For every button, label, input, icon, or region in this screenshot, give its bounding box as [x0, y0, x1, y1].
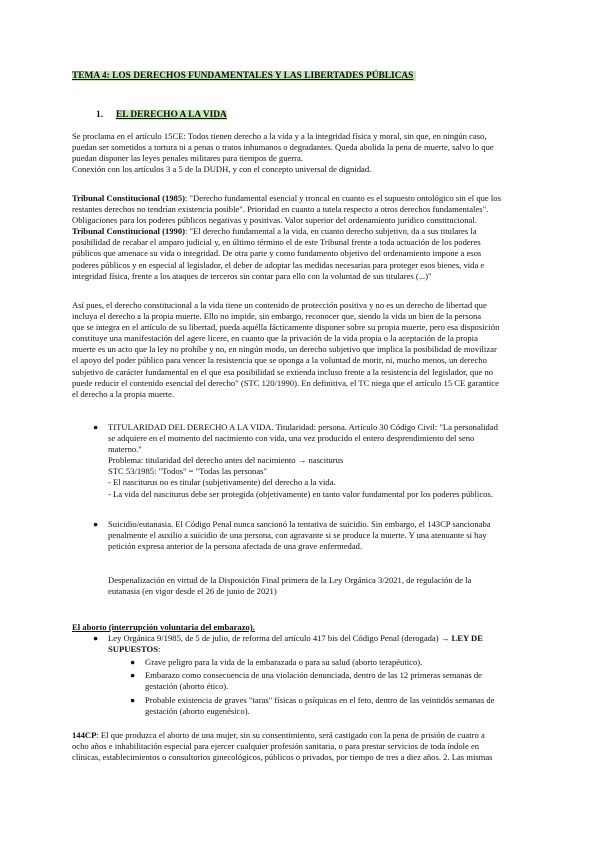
bullet-icon: ● [93, 519, 99, 529]
bullet-line: petición expresa anterior de la persona afectada de una grave enfermedad. [108, 541, 363, 552]
paragraph-line: constituye una manifestación del agere licere, en cuanto que la privación de la vida propia o la aceptación de la propia [72, 333, 478, 344]
sub-bullet-icon: ● [130, 695, 136, 705]
supuesto-item-3 [130, 695, 525, 717]
paragraph-line: el apoyo del poder público para vencer la resistencia que se oponga a la voluntad de morir, ni, mucho menos, un derecho [72, 355, 487, 366]
bullet-line: - El nasciturus no es titular (subjetivamente) del derecho a la vida. [108, 477, 336, 488]
supuesto-item-1 [130, 657, 525, 668]
tc2-line: : "El derecho fundamental a la vida, en cuanto derecho subjetivo, da a sus titulares la [185, 226, 477, 237]
tc1-line: Obligaciones para los poderes públicos negativas y positivas. Valor superior del ordenamiento jurídico constitucional. [72, 215, 477, 226]
intro-line: Se proclama en el artículo 15CE: Todos tienen derecho a la vida y a la integridad física y moral, sin que, en ningún caso, [72, 131, 487, 141]
tc2-line: públicos que amenace su vida o integridad. De otra parte y como fundamento objetivo del ordenamiento impone a esos [72, 248, 482, 259]
paragraph-line: el derecho a la propia muerte. [72, 388, 175, 399]
tc2-line: posibilidad de recabar el amparo judicial y, en último término el de este Tribunal frente a toda actuación de los poderes [72, 237, 481, 248]
stc-paragraph [72, 300, 524, 400]
cp-144-paragraph [72, 730, 524, 763]
cp-label: 144CP [72, 730, 97, 740]
supuesto-line: Grave peligro para la vida de la embarazada o para su salud (aborto terapéutico). [145, 657, 423, 667]
aborto-heading: El aborto (interrupción voluntaria del embarazo). [72, 622, 255, 632]
ley-supuestos-label: LEY DE [451, 633, 483, 643]
bullet-line: STC 53/1985: "Todos" = "Todas las personas" [108, 466, 267, 477]
bullet-line: penalmente el auxilio a suicidio de una persona, con agravante si se produce la muerte. Y una atenuante si hay [108, 530, 487, 541]
bullet-line: TITULARIDAD DEL DERECHO A LA VIDA. Titularidad: persona. Artículo 30 Código Civil: "La personalidad [108, 422, 498, 432]
ley-supuestos-label-2: SUPUESTOS [108, 644, 158, 655]
supuesto-item-2 [130, 670, 525, 692]
paragraph-line: Así pues, el derecho constitucional a la vida tiene un contenido de protección positiva y no es un derecho de libertad que [72, 300, 487, 310]
ley-colon: : [158, 644, 161, 655]
tc2-label: Tribunal Constitucional (1990) [72, 226, 186, 237]
tc-quotes-paragraph [72, 193, 524, 282]
supuesto-line: Embarazo como consecuencia de una violación denunciada, dentro de las 12 primeras semanas de [145, 670, 482, 680]
note-line: eutanasia (en vigor desde el 26 de junio de 2021) [108, 586, 277, 597]
intro-line: puedan ser sometidos a tortura ni a penas o tratos inhumanos o degradantes. Queda abolida la pena de muerte, salvo lo que [72, 142, 494, 153]
intro-line: puedan disponer las leyes penales militares para tiempos de guerra. [72, 153, 303, 164]
cp-line: clínicas, establecimientos o consultorios ginecológicos, públicos o privados, por tiempo de tres a diez años. 2. Las mismas [72, 752, 493, 763]
sub-bullet-icon: ● [130, 657, 136, 667]
note-line: Despenalización en virtud de la Disposición Final primera de la Ley Orgánica 3/2021, de regulación de la [108, 575, 472, 585]
suicidio-bullet [93, 519, 528, 552]
bullet-line: - La vida del nasciturus debe ser protegida (objetivamente) en tanto valor fundamental por los poderes públicos. [108, 488, 493, 499]
tc2-line: poderes públicos y en especial al legislador, el deber de adoptar las medidas necesarias para proteger esos bienes, vida e [72, 259, 485, 270]
supuesto-line: gestación (aborto ético). [145, 681, 229, 692]
tc1-line: : "Derecho fundamental esencial y troncal en cuanto es el supuesto ontológico sin el que los [185, 193, 501, 203]
paragraph-line: incluya el derecho a la propia muerte. Ello no impide, sin embargo, reconocer que, siendo la vida un bien de la persona [72, 311, 482, 322]
cp-line: ocho años e inhabilitación especial para ejercer cualquier profesión sanitaria, o para prestar servicios de toda índole en [72, 741, 480, 752]
bullet-line: Problema: titularidad del derecho antes del nacimiento → nasciturus [108, 455, 344, 466]
intro-paragraph [72, 131, 524, 175]
supuesto-line: gestación (aborto eugenésico). [145, 706, 250, 717]
supuesto-line: Probable existencia de graves "taras" físicas o psíquicas en el feto, dentro de las veintidós semanas de [145, 695, 495, 705]
paragraph-line: puede reducir el contenido esencial del derecho" (STC 120/1990). En definitiva, el TC niega que el artículo 15 CE garantice [72, 377, 499, 388]
despenalizacion-note [108, 575, 528, 597]
bullet-line: se adquiere en el momento del nacimiento con vida, una vez producido el entero desprendimiento del seno [108, 433, 475, 444]
bullet-icon: ● [93, 422, 99, 432]
bullet-line: Suicidio/eutanasia. El Código Penal nunca sancionó la tentativa de suicidio. Sin embargo, el 143CP sancionaba [108, 519, 491, 529]
ley-text: Ley Orgánica 9/1985, de 5 de julio, de reforma del artículo 417 bis del Código Penal (derogada) → [108, 633, 450, 643]
titularidad-bullet [93, 422, 528, 500]
section-number: 1. [96, 110, 104, 120]
ley-supuestos-bullet [93, 633, 528, 655]
tc1-line: restantes derechos no tendrían existencia posible". Prioridad en cuanto a tutela respecto a otros derechos fundamentales". [72, 204, 489, 215]
aborto-heading-block [72, 622, 524, 633]
bullet-icon: ● [93, 633, 99, 643]
tc1-label: Tribunal Constitucional (1985) [72, 193, 186, 203]
paragraph-line: que se integra en el artículo de su libertad, pueda aquélla fácticamente disponer sobre su propia muerte, pero esa disposición [72, 322, 500, 333]
intro-line: Conexión con los artículos 3 a 5 de la DUDH, y con el concepto universal de dignidad. [72, 164, 372, 175]
sub-bullet-icon: ● [130, 670, 136, 680]
section-title: EL DERECHO A LA VIDA [116, 110, 227, 120]
paragraph-line: subjetivo de carácter fundamental en el que esa posibilidad se extienda incluso frente a la resistencia del legislador, que no [72, 366, 494, 377]
tc2-line: integridad física, frente a los ataques de terceros sin contar para ello con la voluntad de sus titulares (...)" [72, 270, 432, 281]
bullet-line: materno." [108, 444, 142, 455]
section-heading [96, 110, 227, 120]
paragraph-line: muerte es un acto que la ley no prohíbe y no, en ningún modo, un derecho subjetivo que implica la posibilidad de movilizar [72, 344, 497, 355]
document-title: TEMA 4: LOS DERECHOS FUNDAMENTALES Y LAS LIBERTADES PÚBLICAS [72, 71, 416, 81]
cp-line: : El que produzca el aborto de una mujer, sin su consentimiento, será castigado con la pena de prisión de cuatro a [96, 730, 485, 740]
